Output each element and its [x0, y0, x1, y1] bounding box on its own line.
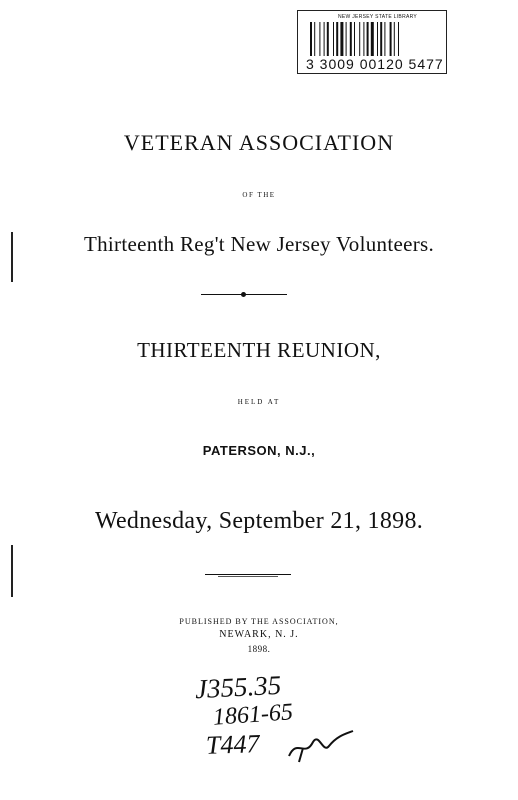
barcode-number: 3 3009 00120 5477 [306, 56, 444, 72]
barcode-library-name: NEW JERSEY STATE LIBRARY [338, 14, 418, 20]
location-text: PATERSON, N.J., [202, 443, 316, 458]
regiment-title: Thirteenth Reg't New Jersey Volunteers. [83, 232, 435, 256]
association-title: VETERAN ASSOCIATION [123, 130, 395, 155]
handwritten-flourish-icon [285, 728, 357, 763]
of-the-text: OF THE [242, 191, 276, 199]
ornamental-rule-lower [205, 574, 291, 575]
handwritten-years: 1861-65 [212, 699, 294, 731]
publication-year: 1898. [247, 644, 271, 654]
publisher-text: PUBLISHED BY THE ASSOCIATION, [179, 617, 339, 626]
ornamental-rule-lower-fine [218, 576, 278, 577]
handwritten-cutter: T447 [205, 729, 260, 760]
publication-city: NEWARK, N. J. [219, 629, 299, 640]
library-barcode-label [297, 10, 447, 74]
scan-mark-bottom [11, 545, 20, 597]
date-text: Wednesday, September 21, 1898. [94, 508, 424, 534]
handwritten-call-number: J355.35 [194, 669, 282, 705]
rule-ornament [241, 292, 246, 297]
barcode-icon [310, 22, 436, 56]
reunion-title: THIRTEENTH REUNION, [137, 338, 381, 362]
held-at-text: HELD AT [237, 398, 281, 406]
